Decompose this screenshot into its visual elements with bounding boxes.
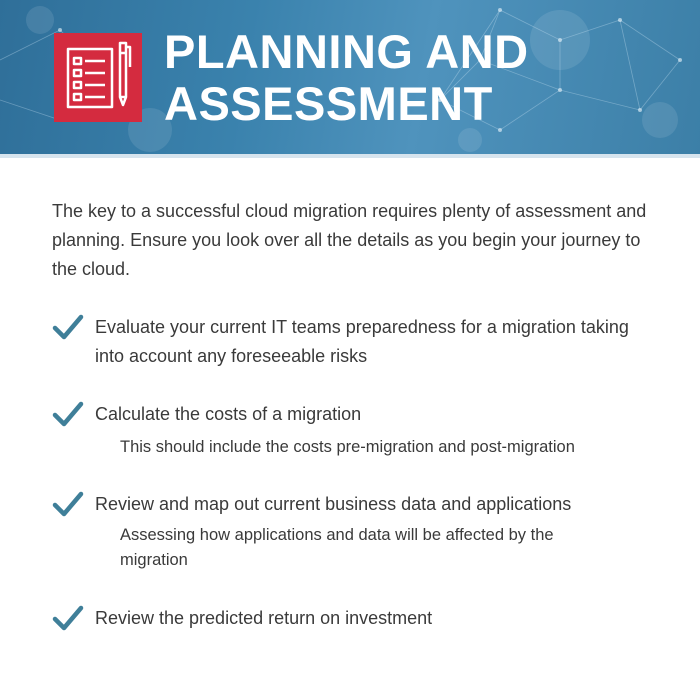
checklist-item-title: Evaluate your current IT teams preparedness for a migration taking into account any foreseeable risks [95, 317, 629, 366]
checklist-item-subtitle: This should include the costs pre-migration and post-migration [120, 438, 575, 456]
checklist-item-title: Review and map out current business data and applications [95, 494, 572, 514]
header-banner [0, 0, 700, 158]
title-line-2: ASSESSMENT [164, 77, 493, 130]
checkmark-icon [52, 400, 84, 428]
intro-paragraph: The key to a successful cloud migration requires plenty of assessment and planning. Ensure you look over all the details as you begin your journey to the cloud. [52, 201, 647, 279]
checklist-item-subtitle: Assessing how applications and data will be affected by the migration [120, 526, 554, 569]
header-divider [0, 154, 700, 158]
checkmark-icon [52, 313, 84, 341]
page-title [164, 26, 684, 130]
checklist-with-pen-icon [54, 33, 142, 122]
checkmark-icon [52, 490, 84, 518]
checklist-item-title: Calculate the costs of a migration [95, 404, 362, 424]
title-line-1: PLANNING AND [164, 25, 529, 78]
checkmark-icon [52, 604, 84, 632]
checklist-item-title: Review the predicted return on investment [95, 608, 433, 628]
